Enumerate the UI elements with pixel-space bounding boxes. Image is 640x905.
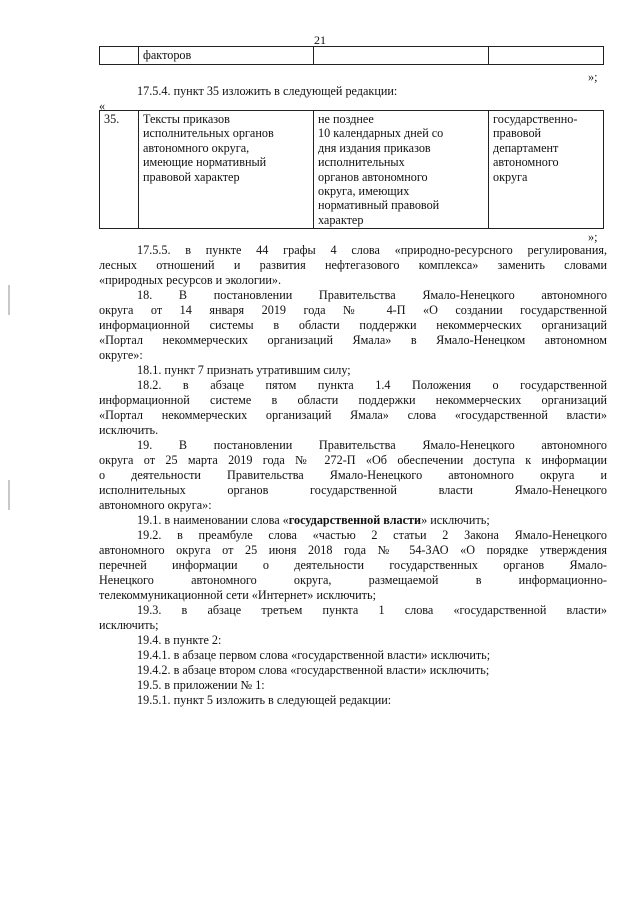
paragraph-18: 18. В постановлении Правительства Ямало-Ненецкого автономного округа от 14 января 2019 года № 4-П «О создании государственной информационной системы в области поддержки некоммерческих организаций «Портал некоммерческих организаций Ямала» в Ямало-Ненецком автономном округе»: (99, 288, 607, 362)
paragraph-18-1: 18.1. пункт 7 признать утратившим силу; (137, 363, 351, 377)
paragraph-17-5-5: 17.5.5. в пункте 44 графы 4 слова «природно-ресурсного регулирования, лесных отношений и развития нефтегазового комплекса» заменить словами «природных ресурсов и экологии». (99, 243, 607, 287)
page-number: 21 (314, 33, 326, 47)
closing-quote: »; (588, 230, 598, 244)
table-cell (314, 47, 489, 65)
table-cell-description: Тексты приказов исполнительных органов автономного округа, имеющие нормативный правовой характер (139, 111, 314, 229)
paragraph-19-1: 19.1. в наименовании слова «государственной власти» исключить; (137, 513, 490, 527)
table-item-35 (99, 110, 604, 229)
paragraph-19-5-1: 19.5.1. пункт 5 изложить в следующей редакции: (137, 693, 392, 707)
paragraph-19-5: 19.5. в приложении № 1: (137, 678, 265, 692)
binding-margin-mark (8, 480, 10, 510)
paragraph-18-2: 18.2. в абзаце пятом пункта 1.4 Положения о государственной информационной системе в области поддержки некоммерческих организаций «Портал некоммерческих организаций Ямала» слова «государственной власти» исключить. (99, 378, 607, 437)
paragraph-19: 19. В постановлении Правительства Ямало-Ненецкого автономного округа от 25 марта 2019 года № 272-П «Об обеспечении доступа к информации о деятельности Правительства Ямало-Ненецкого автономного округа и исполнительных органов государственной власти Ямало-Ненецкого автономного округа»: (99, 438, 607, 512)
opening-quote: « (99, 99, 106, 113)
item-17-5-4: 17.5.4. пункт 35 изложить в следующей редакции: (137, 84, 398, 98)
paragraph-19-3: 19.3. в абзаце третьем пункта 1 слова «государственной власти» исключить; (99, 603, 607, 632)
paragraph-19-4-1: 19.4.1. в абзаце первом слова «государственной власти» исключить; (137, 648, 491, 662)
bold-phrase: государственной власти (288, 513, 422, 527)
table-cell-responsible: государственно- правовой департамент автономного округа (489, 111, 604, 229)
paragraph-19-4-2: 19.4.2. в абзаце втором слова «государственной власти» исключить; (137, 663, 490, 677)
binding-margin-mark (8, 285, 10, 315)
table-fragment-top (99, 46, 604, 65)
table-cell (100, 47, 139, 65)
table-cell-deadline: не позднее 10 календарных дней со дня издания приказов исполнительных органов автономного округа, имеющих нормативный правовой характер (314, 111, 489, 229)
closing-quote: »; (588, 70, 598, 84)
table-cell-number: 35. (100, 111, 139, 229)
paragraph-19-2: 19.2. в преамбуле слова «частью 2 статьи 2 Закона Ямало-Ненецкого автономного округа от 25 июня 2018 года № 54-ЗАО «О порядке утверждения перечней информации о деятельности государственных органов Ямало- Ненецкого автономного округа, размещаемой в информационно- телекоммуникационной сети «Интернет» исключить; (99, 528, 607, 602)
table-cell (489, 47, 604, 65)
table-cell: факторов (139, 47, 314, 65)
paragraph-19-4: 19.4. в пункте 2: (137, 633, 222, 647)
